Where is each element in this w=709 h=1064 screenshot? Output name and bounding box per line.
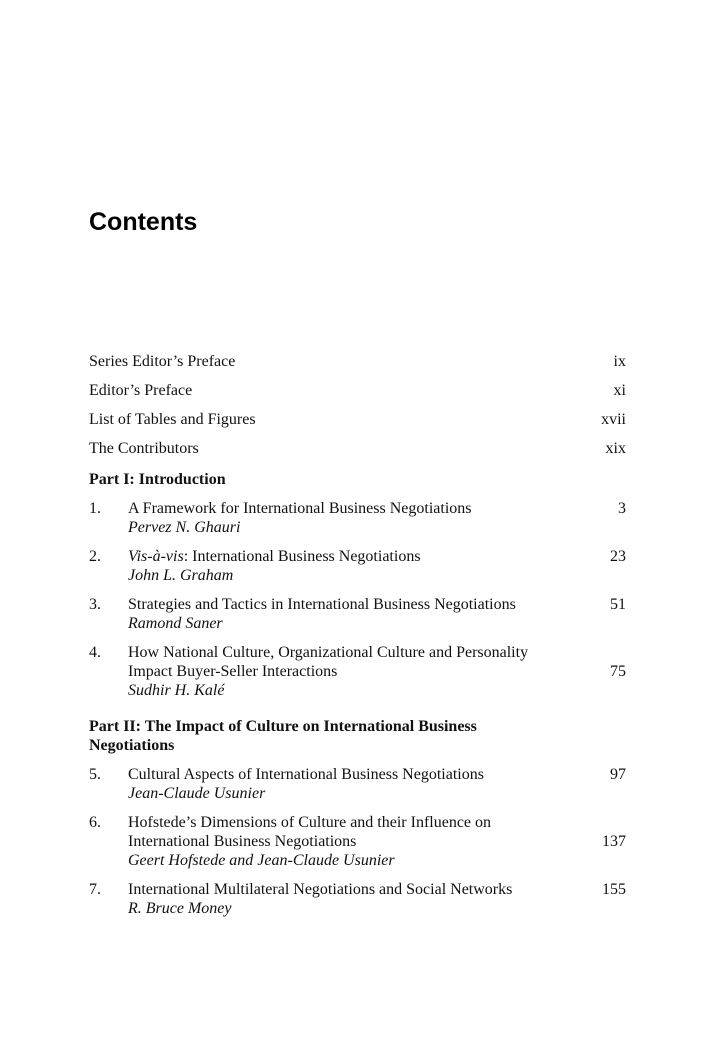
chapter-entry (89, 813, 626, 870)
chapter-page: 3 (618, 500, 626, 517)
part-heading-line: Negotiations (89, 737, 175, 754)
entry-page: xvii (601, 411, 626, 428)
chapter-title: Strategies and Tactics in International Business Negotiations (128, 596, 516, 613)
page-title: Contents (89, 208, 198, 236)
chapter-number: 6. (89, 814, 101, 831)
chapter-page: 75 (610, 663, 626, 680)
entry-page: ix (613, 353, 626, 370)
toc-entry-series-editors-preface (89, 352, 626, 371)
table-of-contents (89, 352, 626, 928)
chapter-entry (89, 547, 626, 585)
chapter-number: 3. (89, 596, 101, 613)
chapter-number: 2. (89, 548, 101, 565)
chapter-title: Cultural Aspects of International Business Negotiations (128, 766, 484, 783)
entry-title: Editor’s Preface (89, 382, 193, 399)
toc-entry-contributors (89, 439, 626, 458)
entry-title: Series Editor’s Preface (89, 353, 236, 370)
entry-page: xix (605, 440, 626, 457)
part-heading: Part I: Introduction (89, 471, 226, 488)
chapter-page: 51 (610, 596, 626, 613)
chapter-title-italic: Vis-à-vis (128, 548, 184, 565)
toc-entry-list-of-tables (89, 410, 626, 429)
chapter-page: 137 (602, 833, 626, 850)
chapter-author: Sudhir H. Kalé (128, 682, 225, 699)
chapter-author: Jean-Claude Usunier (128, 785, 266, 802)
chapter-entry (89, 499, 626, 537)
entry-title: The Contributors (89, 440, 199, 457)
chapter-entry (89, 643, 626, 700)
entry-title: List of Tables and Figures (89, 411, 256, 428)
chapter-title-rest: : International Business Negotiations (183, 548, 421, 565)
chapter-number: 5. (89, 766, 101, 783)
part-heading (89, 717, 626, 755)
chapter-page: 23 (610, 548, 626, 565)
chapter-page: 97 (610, 766, 626, 783)
chapter-author: Geert Hofstede and Jean-Claude Usunier (128, 852, 395, 869)
chapter-title: How National Culture, Organizational Culture and Personality (128, 644, 529, 661)
toc-entry-editors-preface (89, 381, 626, 400)
chapter-author: R. Bruce Money (128, 900, 232, 917)
chapter-title-cont: Impact Buyer-Seller Interactions (128, 663, 338, 680)
chapter-title: A Framework for International Business Negotiations (128, 500, 472, 517)
chapter-number: 4. (89, 644, 101, 661)
chapter-entry (89, 595, 626, 633)
chapter-number: 1. (89, 500, 101, 517)
chapter-number: 7. (89, 881, 101, 898)
chapter-title: Hofstede’s Dimensions of Culture and their Influence on (128, 814, 492, 831)
chapter-author: Ramond Saner (128, 615, 223, 632)
chapter-page: 155 (602, 881, 626, 898)
chapter-title: International Multilateral Negotiations and Social Networks (128, 881, 513, 898)
chapter-entry (89, 765, 626, 803)
entry-page: xi (613, 382, 626, 399)
chapter-title (128, 547, 421, 566)
part-heading-line: Part II: The Impact of Culture on International Business (89, 718, 477, 735)
chapter-entry (89, 880, 626, 918)
chapter-author: John L. Graham (128, 567, 234, 584)
chapter-title-cont: International Business Negotiations (128, 833, 357, 850)
chapter-author: Pervez N. Ghauri (128, 519, 241, 536)
